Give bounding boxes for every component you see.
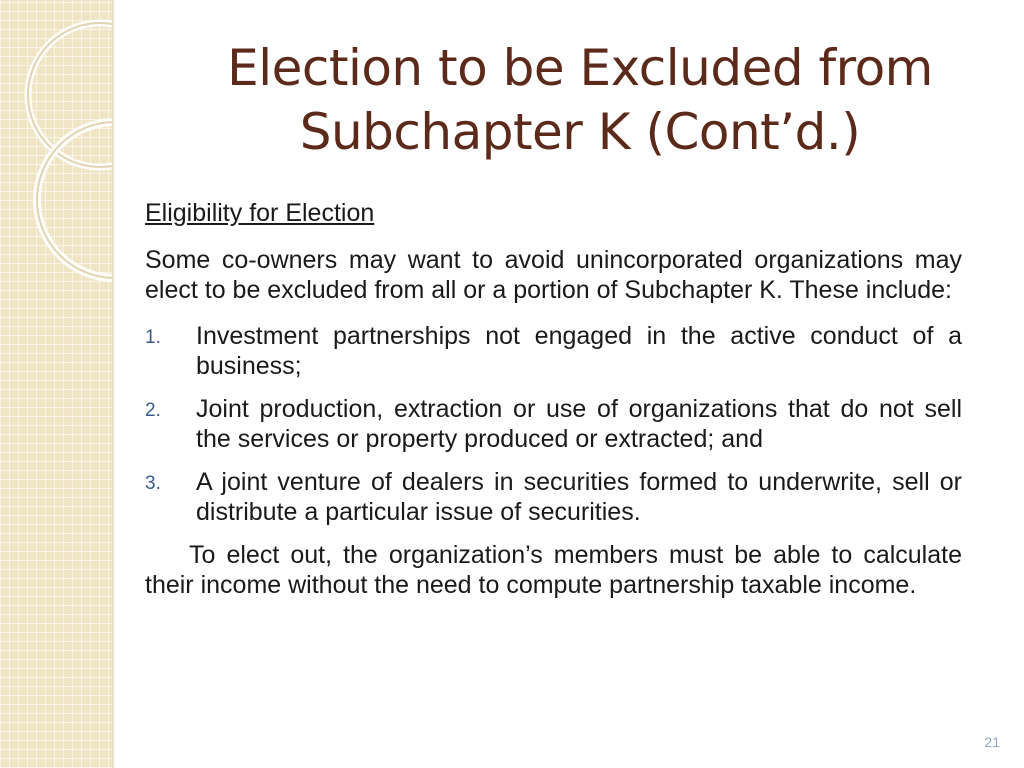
list-item-number: 3. [145, 473, 161, 494]
slide-title [190, 36, 970, 164]
list-item [145, 394, 962, 454]
sidebar-edge [112, 0, 115, 768]
list-item [145, 467, 962, 527]
slide-body [145, 198, 962, 600]
title-line-2: Subchapter K (Cont’d.) [299, 103, 861, 161]
decorative-sidebar [0, 0, 112, 768]
page-number: 21 [984, 734, 1000, 750]
title-line-1: Election to be Excluded from [227, 39, 933, 97]
eligibility-list [145, 321, 962, 527]
intro-paragraph: Some co-owners may want to avoid unincorporated organizations may elect to be excluded from all or a portion of Subchapter K. These include: [145, 246, 962, 304]
closing-paragraph: To elect out, the organization’s members must be able to calculate their income without the need to compute partnership taxable income. [145, 541, 962, 599]
section-heading: Eligibility for Election [145, 199, 375, 227]
list-item-text: Investment partnerships not engaged in the active conduct of a business; [196, 322, 962, 380]
list-item-text: Joint production, extraction or use of organizations that do not sell the services or property produced or extracted; and [196, 395, 962, 453]
list-item-number: 1. [145, 327, 161, 348]
list-item-number: 2. [145, 400, 161, 421]
list-item [145, 321, 962, 381]
list-item-text: A joint venture of dealers in securities formed to underwrite, sell or distribute a particular issue of securities. [196, 468, 962, 526]
decorative-rings [0, 0, 112, 768]
